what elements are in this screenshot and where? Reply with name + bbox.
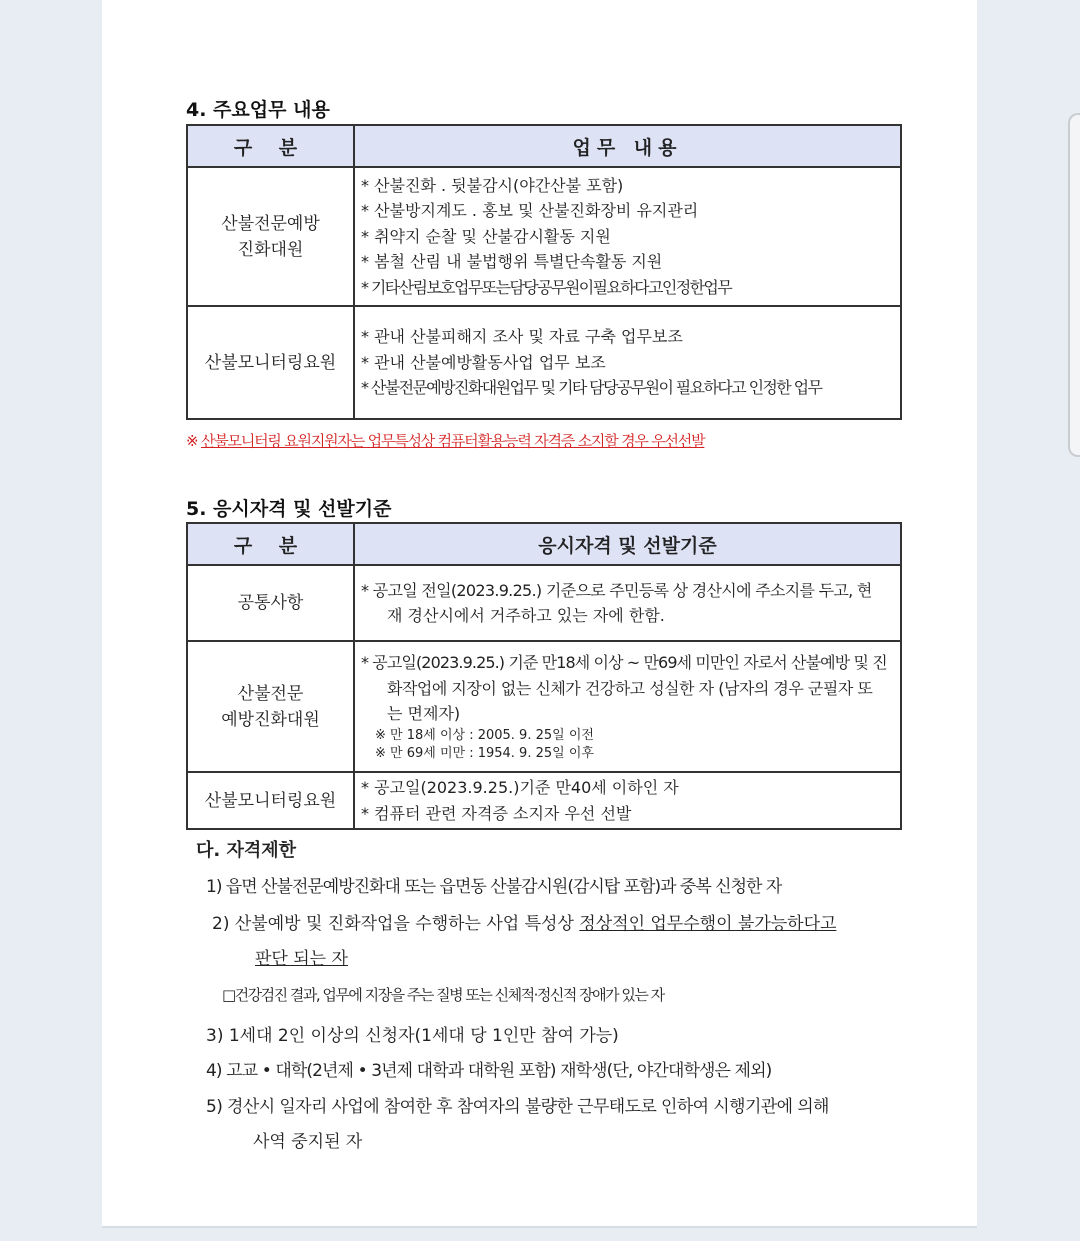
section4-title: 4. 주요업무 내용	[186, 99, 330, 121]
restriction-item-1: 1) 읍면 산불전문예방진화대 또는 읍면동 산불감시원(감시탑 포함)과 중복 신청한 자	[206, 877, 782, 897]
list-item: * 기타산림보호업무또는담당공무원이필요하다고인정한업무	[361, 277, 732, 297]
list-item: * 봄철 산림 내 불법행위 특별단속활동 지원	[361, 252, 663, 272]
eligibility-firefighter-category: 산불전문 예방진화대원	[187, 641, 354, 772]
duties-row-firefighter-items	[354, 167, 901, 306]
eligibility-common-category: 공통사항	[187, 565, 354, 641]
duties-row-firefighter-category: 산불전문예방 진화대원	[187, 167, 354, 306]
list-item: * 관내 산불피해지 조사 및 자료 구축 업무보조	[361, 327, 683, 347]
age-note: ※ 만 69세 미만 : 1954. 9. 25일 이후	[375, 745, 594, 761]
eligibility-common-items: * 공고일 전일(2023.9.25.) 기준으로 주민등록 상 경산시에 주소지를 두고, 현 재 경산시에서 거주하고 있는 자에 한함.	[354, 565, 901, 641]
duties-table	[186, 124, 902, 420]
eligibility-header-category: 구 분	[187, 523, 354, 565]
eligibility-firefighter-items: * 공고일(2023.9.25.) 기준 만18세 이상 ~ 만69세 미만인 자로서 산불예방 및 진 화작업에 지장이 없는 신체가 건강하고 성실한 자 (남자의 경우 군필자 또 는 면제자) ※ 만 18세 이상 : 2005. 9. 25일 이전 ※ 만 69세 미만 : 1954. 9. 25일 이후	[354, 641, 901, 772]
restriction-item-5: 5) 경산시 일자리 사업에 참여한 후 참여자의 불량한 근무태도로 인하여 시행기관에 의해	[206, 1097, 829, 1117]
eligibility-header-content: 응시자격 및 선발기준	[354, 523, 901, 565]
eligibility-table	[186, 522, 902, 830]
list-item: * 취약지 순찰 및 산불감시활동 지원	[361, 226, 611, 246]
list-item: * 산불전문예방진화대원업무 및 기타 담당공무원이 필요하다고 인정한 업무	[361, 378, 822, 398]
priority-note	[186, 430, 704, 451]
scrollbar-thumb[interactable]	[1068, 113, 1080, 457]
qualification-title: 다. 자격제한	[196, 840, 297, 861]
duties-row-monitoring-items	[354, 306, 901, 419]
restriction-item-4: 4) 고교 • 대학(2년제 • 3년제 대학과 대학원 포함) 재학생(단, 야간대학생은 제외)	[206, 1061, 772, 1081]
duties-row-monitoring-category: 산불모니터링요원	[187, 306, 354, 419]
restriction-item-2-sub: □건강검진 결과, 업무에 지장을 주는 질병 또는 신체적·정신적 장애가 있는 자	[222, 986, 664, 1004]
restriction-item-2: 2) 산불예방 및 진화작업을 수행하는 사업 특성상 정상적인 업무수행이 불가능하다고	[212, 914, 837, 934]
section5-title: 5. 응시자격 및 선발기준	[186, 498, 392, 520]
duties-header-content: 업무 내용	[354, 125, 901, 167]
eligibility-monitoring-items: * 공고일(2023.9.25.)기준 만40세 이하인 자 * 컴퓨터 관련 자격증 소지자 우선 선발	[354, 772, 901, 829]
list-item: * 산불진화 . 뒷불감시(야간산불 포함)	[361, 175, 624, 195]
note-text: 산불모니터링 요원지원자는 업무특성상 컴퓨터활용능력 자격증 소지할 경우 우선선발	[200, 432, 705, 450]
eligibility-monitoring-category: 산불모니터링요원	[187, 772, 354, 829]
restriction-item-2-cont: 판단 되는 자	[255, 949, 348, 969]
restriction-item-3: 3) 1세대 2인 이상의 신청자(1세대 당 1인만 참여 가능)	[206, 1026, 619, 1046]
restriction-item-5-cont: 사역 중지된 자	[253, 1132, 363, 1152]
list-item: * 산불방지계도 . 홍보 및 산불진화장비 유지관리	[361, 201, 699, 221]
note-mark: ※	[186, 432, 198, 450]
list-item: * 관내 산불예방활동사업 업무 보조	[361, 352, 606, 372]
age-note: ※ 만 18세 이상 : 2005. 9. 25일 이전	[375, 727, 594, 743]
duties-header-category: 구 분	[187, 125, 354, 167]
